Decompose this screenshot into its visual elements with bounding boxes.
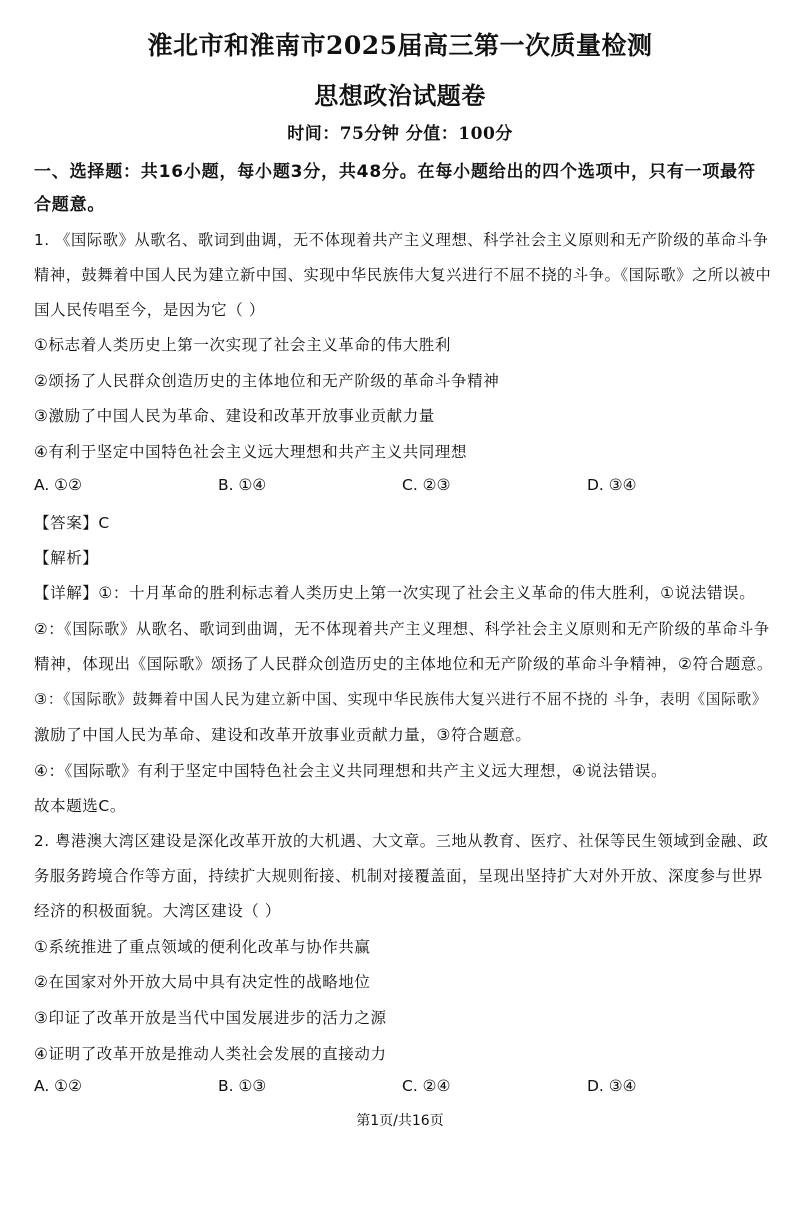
q2-statement: ③印证了改革开放是当代中国发展进步的活力之源 [34, 1009, 387, 1027]
q1-detail-line: ③：《国际歌》鼓舞着中国人民为建立新中国、实现中华民族伟大复兴进行不屈不挠的 斗争，表明《国际歌》 [34, 691, 768, 708]
q1-detail-line: 【详解】①：十月革命的胜利标志着人类历史上第一次实现了社会主义革命的伟大胜利，①说法错误。 [34, 584, 756, 602]
q1-statement: ①标志着人类历史上第一次实现了社会主义革命的伟大胜利 [34, 336, 451, 354]
q2-statement: ①系统推进了重点领域的便利化改革与协作共赢 [34, 938, 371, 956]
exam-title: 淮北市和淮南市2025届高三第一次质量检测 [147, 31, 653, 60]
q1-stem-line: 精神，鼓舞着中国人民为建立新中国、实现中华民族伟大复兴进行不屈不挠的斗争。《国际歌》之所以被中 [34, 266, 772, 284]
q1-conclusion: 故本题选C。 [34, 797, 126, 815]
q2-stem-line: 务服务跨境合作等方面，持续扩大规则衔接、机制对接覆盖面，呈现出坚持扩大对外开放、深度参与世界 [34, 867, 764, 885]
page-number: 第1页/共16页 [356, 1113, 444, 1129]
q1-option-b: B. ①④ [218, 476, 267, 494]
q1-option-d: D. ③④ [587, 476, 637, 494]
q1-detail-line: 精神，体现出《国际歌》颂扬了人民群众创造历史的主体地位和无产阶级的革命斗争精神，②符合题意。 [34, 655, 773, 673]
q1-statement: ②颂扬了人民群众创造历史的主体地位和无产阶级的革命斗争精神 [34, 372, 500, 390]
exam-subject: 思想政治试题卷 [314, 81, 486, 110]
q2-stem-line: 2. 粤港澳大湾区建设是深化改革开放的大机遇、大文章。三地从教育、医疗、社保等民生领域到金融、政 [34, 832, 769, 850]
q1-option-a: A. ①② [34, 476, 82, 494]
q2-option-c: C. ②④ [402, 1077, 451, 1095]
q1-analysis-label: 【解析】 [34, 549, 99, 567]
q1-statement: ③激励了中国人民为革命、建设和改革开放事业贡献力量 [34, 407, 435, 425]
q2-stem-line: 经济的积极面貌。大湾区建设（ ） [34, 902, 282, 920]
q1-statement: ④有利于坚定中国特色社会主义远大理想和共产主义共同理想 [34, 443, 468, 461]
q1-detail-line: ②：《国际歌》从歌名、歌词到曲调，无不体现着共产主义理想、科学社会主义原则和无产阶级的革命斗争 [34, 620, 770, 638]
q1-stem-line: 1. 《国际歌》从歌名、歌词到曲调，无不体现着共产主义理想、科学社会主义原则和无产阶级的革命斗争 [34, 231, 769, 249]
q2-statement: ④证明了改革开放是推动人类社会发展的直接动力 [34, 1045, 387, 1063]
q1-stem-line: 国人民传唱至今，是因为它（ ） [34, 301, 265, 319]
q1-detail-line: ④：《国际歌》有利于坚定中国特色社会主义共同理想和共产主义远大理想，④说法错误。 [34, 762, 668, 780]
q2-statement: ②在国家对外开放大局中具有决定性的战略地位 [34, 973, 371, 991]
q2-option-a: A. ①② [34, 1077, 82, 1095]
exam-meta: 时间：75分钟 分值：100分 [287, 124, 513, 144]
q1-detail-line: 激励了中国人民为革命、建设和改革开放事业贡献力量，③符合题意。 [34, 726, 532, 744]
q1-option-c: C. ②③ [402, 476, 451, 494]
q2-option-b: B. ①③ [218, 1077, 267, 1095]
section-heading-cont: 合题意。 [34, 195, 106, 215]
section-heading: 一、选择题：共16小题，每小题3分，共48分。在每小题给出的四个选项中，只有一项最符 [34, 162, 756, 182]
q2-option-d: D. ③④ [587, 1077, 637, 1095]
q1-answer: 【答案】C [34, 514, 110, 532]
